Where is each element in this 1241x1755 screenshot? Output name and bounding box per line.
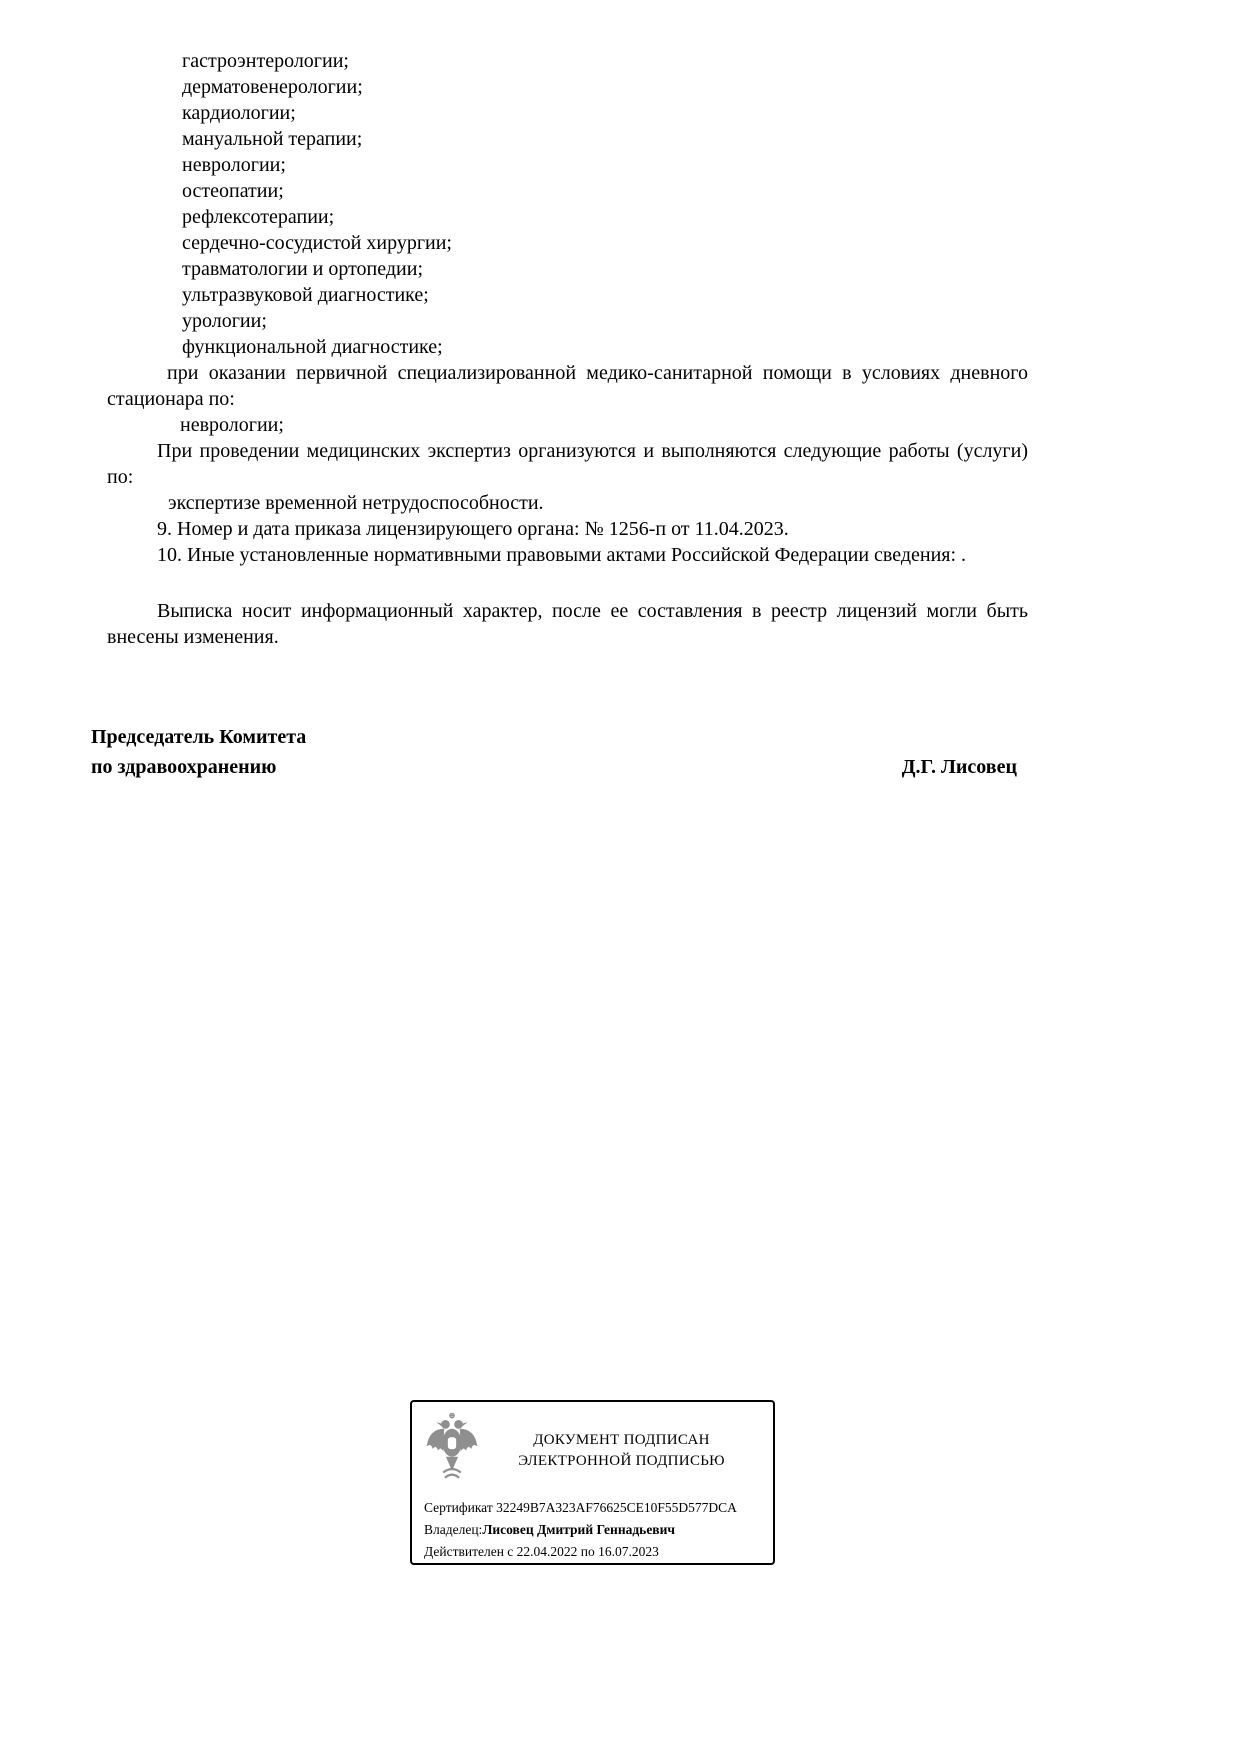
electronic-signature-stamp: [410, 1400, 775, 1565]
paragraph-order-number: 9. Номер и дата приказа лицензирующего органа: № 1256-п от 11.04.2023.: [157, 518, 789, 540]
signature-title-line2: по здравоохранению: [91, 756, 277, 778]
list-item: остеопатии;: [182, 180, 284, 202]
signature-title: [91, 722, 306, 782]
list-item: дерматовенерологии;: [182, 76, 363, 98]
list-item: рефлексотерапии;: [182, 206, 335, 228]
list-item: сердечно-сосудистой хирургии;: [182, 232, 452, 254]
list-item: мануальной терапии;: [182, 128, 363, 150]
list-item: травматологии и ортопедии;: [182, 258, 424, 280]
paragraph-disclaimer: Выписка носит информационный характер, после ее составления в реестр лицензий могли быть внесены изменения.: [107, 600, 1028, 648]
stamp-owner-row: [424, 1519, 773, 1541]
certificate-value: 32249B7A323AF76625CE10F55D577DCA: [496, 1500, 737, 1515]
list-item: кардиологии;: [182, 102, 296, 124]
stamp-title-line1: ДОКУМЕНТ ПОДПИСАН: [533, 1432, 710, 1448]
stamp-details: [412, 1495, 773, 1565]
list-item: неврологии;: [182, 154, 286, 176]
paragraph-expertise: При проведении медицинских экспертиз организуются и выполняются следующие работы (услуги) по:: [107, 440, 1028, 488]
owner-value: Лисовец Дмитрий Геннадьевич: [482, 1522, 675, 1537]
stamp-header: [412, 1402, 773, 1495]
paragraph-day-hospital: при оказании первичной специализированной медико-санитарной помощи в условиях дневного стационара по:: [107, 362, 1028, 410]
document-body: [107, 48, 1028, 650]
list-item: урологии;: [182, 310, 267, 332]
paragraph-other-info: 10. Иные установленные нормативными правовыми актами Российской Федерации сведения: .: [157, 544, 967, 566]
stamp-title: [480, 1430, 763, 1472]
owner-label: Владелец:: [424, 1522, 483, 1537]
stamp-validity-row: Действителен с 22.04.2022 по 16.07.2023: [424, 1544, 659, 1559]
list-item: неврологии;: [180, 414, 284, 436]
list-item: ультразвуковой диагностике;: [182, 284, 429, 306]
stamp-certificate-row: [424, 1497, 773, 1519]
signature-block: [91, 722, 1017, 782]
list-item: гастроэнтерологии;: [182, 50, 349, 72]
certificate-label: Сертификат: [424, 1500, 493, 1515]
list-item: функциональной диагностике;: [182, 336, 443, 358]
specialty-list: [107, 48, 1028, 360]
list-item: экспертизе временной нетрудоспособности.: [168, 492, 544, 514]
double-eagle-emblem-icon: [424, 1411, 480, 1491]
signature-title-line1: Председатель Комитета: [91, 726, 307, 748]
signature-name: Д.Г. Лисовец: [901, 756, 1017, 778]
stamp-title-line2: ЭЛЕКТРОННОЙ ПОДПИСЬЮ: [518, 1453, 725, 1469]
